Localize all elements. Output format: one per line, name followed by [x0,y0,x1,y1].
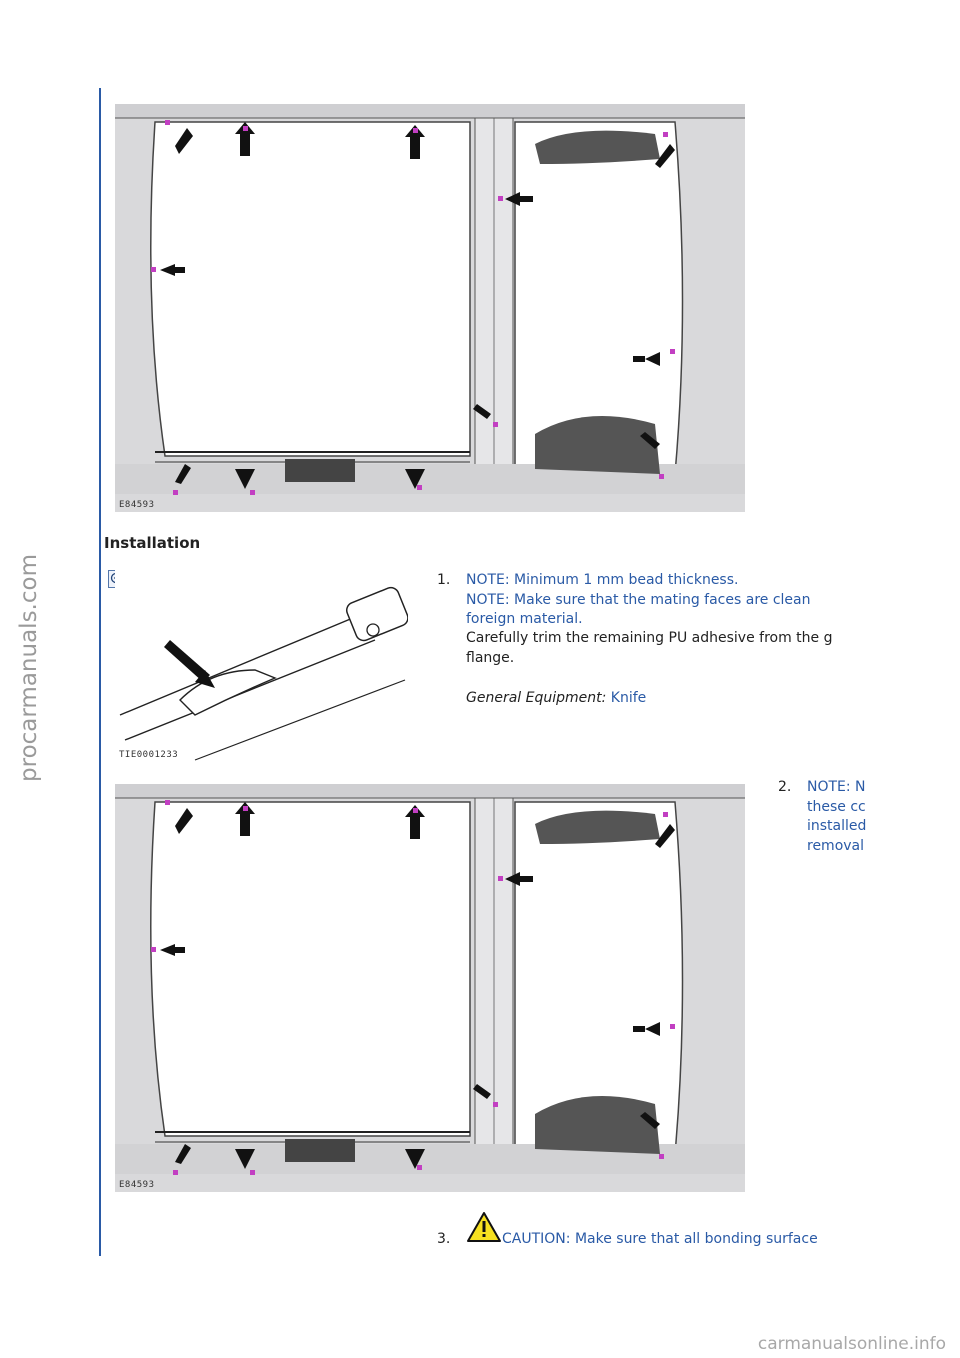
step-1-number: 1. [437,572,451,588]
side-watermark [14,548,44,788]
figure-code: TIE0001233 [119,750,179,760]
roof-panel-illustration [115,784,745,1192]
step-2-note-line2: these cc [807,799,866,815]
section-heading: Installation [104,534,201,552]
equipment-link-knife[interactable]: Knife [610,690,647,706]
figure-code: E84593 [119,1180,155,1190]
side-watermark-text: procarmanuals.com [16,554,42,782]
roof-panel-figure-top [115,104,745,512]
step-2-note-line4: removal [807,838,865,854]
step-1-note-thickness: NOTE: Minimum 1 mm bead thickness. [466,572,739,588]
caution-warning-icon [466,1211,502,1247]
warning-triangle-icon [466,1211,502,1243]
step-1-note-clean-line2: foreign material. [466,611,583,627]
step-1-instruction-line2: flange. [466,650,515,666]
roof-panel-figure-step2 [115,784,745,1192]
roof-panel-illustration [115,104,745,512]
trim-adhesive-illustration [115,570,408,762]
step-3-caution-text: CAUTION: Make sure that all bonding surface [502,1231,818,1247]
step-1-equipment [466,690,872,706]
equipment-label: General Equipment: [466,690,607,706]
figure-code: E84593 [119,500,155,510]
step-2-note-line1: NOTE: N [807,779,866,795]
step-3-number: 3. [437,1231,451,1247]
step-1-instruction-line1: Carefully trim the remaining PU adhesive from the g [466,630,833,646]
step1-figure [115,570,408,762]
step-1-note-clean-line1: NOTE: Make sure that the mating faces are clean [466,592,811,608]
bottom-watermark: carmanualsonline.info [757,1334,946,1354]
left-margin-rule [99,88,101,1256]
step-2-number: 2. [778,779,792,795]
step-2-note-line3: installed [807,818,867,834]
